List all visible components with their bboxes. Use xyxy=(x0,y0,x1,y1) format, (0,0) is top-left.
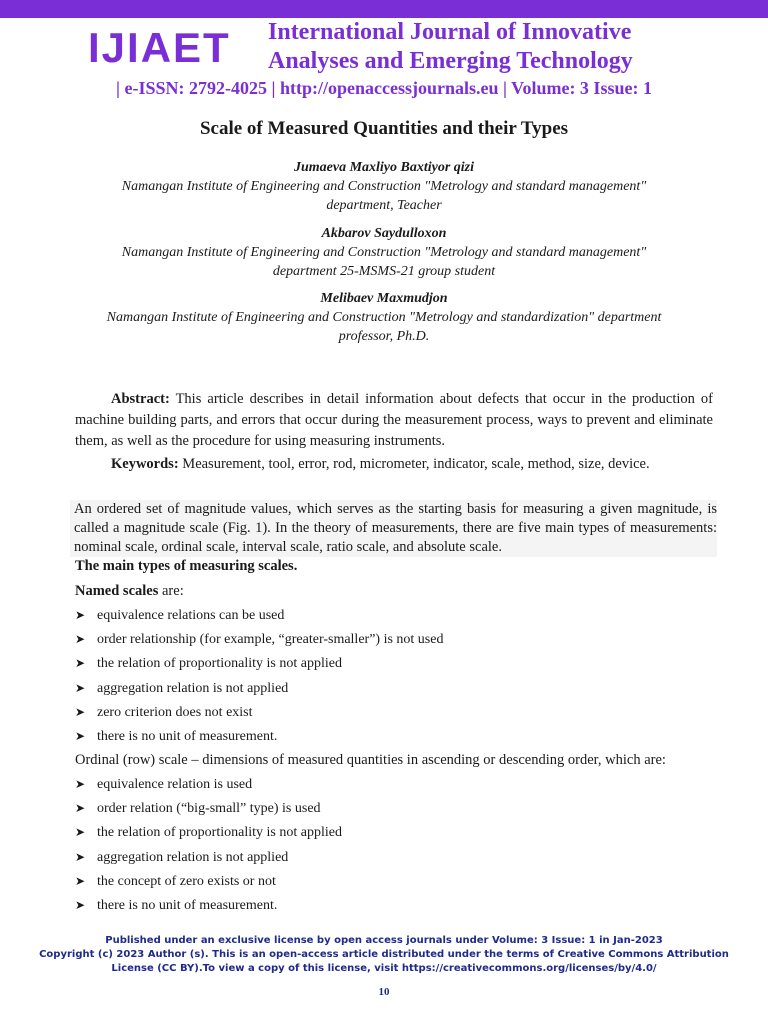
list-item xyxy=(75,820,715,844)
author-affiliation: Namangan Institute of Engineering and Construction "Metrology and standard management" xyxy=(121,245,647,260)
author-name: Jumaeva Maxliyo Baxtiyor qizi xyxy=(293,160,475,175)
author-name: Melibaev Maxmudjon xyxy=(320,291,448,306)
list-item-text: the relation of proportionality is not applied xyxy=(97,656,342,672)
footer-line: Published under an exclusive license by open access journals under Volume: 3 Issue: 1 in Jan-2023 xyxy=(105,935,663,946)
list-item-text: equivalence relation is used xyxy=(97,777,253,792)
keywords-paragraph xyxy=(75,454,713,475)
list-item xyxy=(75,651,715,675)
list-item xyxy=(75,796,715,820)
keywords-label: Keywords: xyxy=(111,456,179,472)
list-item xyxy=(75,676,715,700)
author-affiliation: department, Teacher xyxy=(326,198,442,213)
author-affiliation: department 25-MSMS-21 group student xyxy=(272,264,496,279)
abstract-label: Abstract: xyxy=(111,391,170,407)
author-affiliation: Namangan Institute of Engineering and Construction "Metrology and standard management" xyxy=(121,179,647,194)
list-item xyxy=(75,893,715,917)
author-name: Akbarov Saydulloxon xyxy=(321,226,447,241)
arrowhead-bullet-icon: ➤ xyxy=(75,608,86,622)
author-affiliation: Namangan Institute of Engineering and Construction "Metrology and standardization" department xyxy=(106,310,662,325)
list-item xyxy=(75,772,715,796)
arrowhead-bullet-icon: ➤ xyxy=(75,897,86,912)
journal-title xyxy=(268,18,688,76)
footer-line: Copyright (c) 2023 Author (s). This is an open-access article distributed under the terms of Creative Commons Attribution xyxy=(39,949,729,960)
list-item xyxy=(75,700,715,724)
list-item-text: there is no unit of measurement. xyxy=(97,897,278,913)
author-block xyxy=(60,289,708,346)
list-item-text: there is no unit of measurement. xyxy=(97,728,278,744)
abstract-text: This article describes in detail information about defects that occur in the production of machine building parts, and errors that occur during the measurement process, ways to prevent and eliminate them, as well as the procedure for using measuring instruments. xyxy=(75,391,713,449)
list-item-text: the concept of zero exists or not xyxy=(97,873,276,889)
paper-title: Scale of Measured Quantities and their Types xyxy=(199,118,569,139)
list-item-text: zero criterion does not exist xyxy=(97,704,253,720)
journal-logo: IJIAET xyxy=(88,24,231,71)
journal-title-line1: International Journal of Innovative xyxy=(268,19,632,45)
author-block xyxy=(60,224,708,281)
section-heading: The main types of measuring scales. xyxy=(75,558,298,574)
footer-line: License (CC BY).To view a copy of this license, visit https://creativecommons.org/licenses/by/4.0/ xyxy=(111,963,657,974)
arrowhead-bullet-icon: ➤ xyxy=(75,632,86,647)
arrowhead-bullet-icon: ➤ xyxy=(75,728,86,743)
header-accent-bar xyxy=(0,0,768,18)
arrowhead-bullet-icon: ➤ xyxy=(75,873,86,888)
list-item xyxy=(75,603,715,627)
author-affiliation: professor, Ph.D. xyxy=(338,329,430,344)
named-scales-list xyxy=(75,603,715,748)
journal-title-line2: Analyses and Emerging Technology xyxy=(268,48,633,74)
arrowhead-bullet-icon: ➤ xyxy=(75,777,86,791)
arrowhead-bullet-icon: ➤ xyxy=(75,849,86,864)
abstract-paragraph xyxy=(75,389,713,452)
author-block xyxy=(60,158,708,215)
page-number: 10 xyxy=(378,986,390,998)
list-item xyxy=(75,869,715,893)
list-item-text: the relation of proportionality is not applied xyxy=(97,825,342,841)
list-item-text: order relation (“big-small” type) is used xyxy=(97,801,321,817)
arrowhead-bullet-icon: ➤ xyxy=(75,656,86,671)
license-footer xyxy=(0,934,768,976)
named-scales-heading xyxy=(75,583,715,600)
ordinal-scales-list xyxy=(75,772,715,917)
named-scales-suffix: are: xyxy=(158,583,184,599)
list-item-text: order relationship (for example, “greater-smaller”) is not used xyxy=(97,632,444,648)
named-scales-label: Named scales xyxy=(75,583,159,599)
list-item xyxy=(75,627,715,651)
arrowhead-bullet-icon: ➤ xyxy=(75,680,86,695)
list-item-text: aggregation relation is not applied xyxy=(97,680,289,696)
list-item-text: aggregation relation is not applied xyxy=(97,849,289,865)
issn-line: | e-ISSN: 2792-4025 | http://openaccessjournals.eu | Volume: 3 Issue: 1 xyxy=(116,78,652,98)
intro-paragraph: An ordered set of magnitude values, which serves as the starting basis for measuring a given magnitude, is called a magnitude scale (Fig. 1). In the theory of measurements, there are five main types of measurements: nominal scale, ordinal scale, interval scale, ratio scale, and absolute scale. xyxy=(70,500,717,557)
list-item-text: equivalence relations can be used xyxy=(97,608,285,623)
arrowhead-bullet-icon: ➤ xyxy=(75,825,86,840)
keywords-text: Measurement, tool, error, rod, micrometer, indicator, scale, method, size, device. xyxy=(178,456,650,472)
list-item xyxy=(75,845,715,869)
arrowhead-bullet-icon: ➤ xyxy=(75,704,86,719)
list-item xyxy=(75,724,715,748)
arrowhead-bullet-icon: ➤ xyxy=(75,801,86,816)
ordinal-scale-intro: Ordinal (row) scale – dimensions of measured quantities in ascending or descending order, which are: xyxy=(75,752,666,768)
